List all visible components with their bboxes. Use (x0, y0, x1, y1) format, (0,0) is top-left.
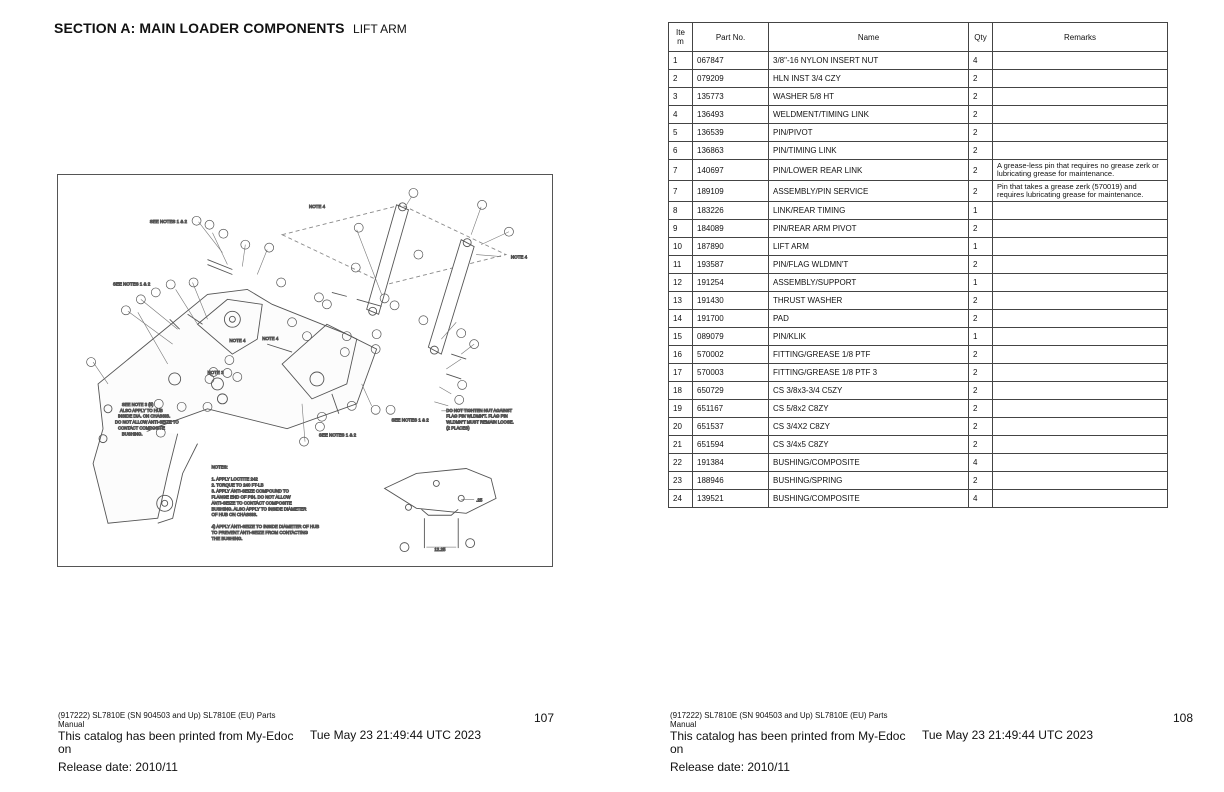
label-see-notes-a: SEE NOTES 1 & 2 (149, 218, 188, 224)
table-row (669, 454, 1168, 472)
table-row (669, 181, 1168, 202)
cell-remarks (993, 106, 1168, 124)
cell-item: 8 (669, 202, 693, 220)
cell-item: 24 (669, 490, 693, 508)
cell-qty: 2 (969, 472, 993, 490)
cell-name: PIN/FLAG WLDMN'T (769, 256, 969, 274)
cell-remarks (993, 256, 1168, 274)
cell-remarks (993, 238, 1168, 256)
cell-item: 15 (669, 328, 693, 346)
header-name: Name (769, 23, 969, 52)
label-note4-d: NOTE 4 (262, 336, 279, 342)
svg-text:TO PREVENT ANTI-SEIZE FROM CON: TO PREVENT ANTI-SEIZE FROM CONTACTING (211, 530, 308, 536)
table-row (669, 70, 1168, 88)
table-row (669, 346, 1168, 364)
right-page (612, 0, 1224, 792)
cell-remarks (993, 346, 1168, 364)
section-subtitle: LIFT ARM (353, 22, 407, 36)
svg-text:OF HUB ON CHASSIS.: OF HUB ON CHASSIS. (211, 512, 258, 518)
cell-part-no: 136539 (693, 124, 769, 142)
cell-part-no: 191430 (693, 292, 769, 310)
cell-qty: 2 (969, 106, 993, 124)
cell-item: 11 (669, 256, 693, 274)
cell-remarks (993, 418, 1168, 436)
cell-part-no: 183226 (693, 202, 769, 220)
table-row (669, 400, 1168, 418)
cell-part-no: 184089 (693, 220, 769, 238)
svg-text:NOTES:: NOTES: (211, 464, 228, 470)
cell-remarks (993, 220, 1168, 238)
lift-arm-diagram (57, 174, 553, 567)
table-row (669, 124, 1168, 142)
svg-text:BUSHING.: BUSHING. (121, 431, 143, 437)
footer-page-number: 108 (1173, 711, 1194, 725)
label-see-notes-c: SEE NOTES 1 & 2 (391, 417, 429, 423)
footer-printed-date: Tue May 23 21:49:44 UTC 2023 (310, 728, 481, 742)
cell-name: ASSEMBLY/SUPPORT (769, 274, 969, 292)
cell-remarks (993, 454, 1168, 472)
cell-part-no: 191384 (693, 454, 769, 472)
cell-qty: 2 (969, 418, 993, 436)
footer-catalog-id: (917222) SL7810E (SN 904503 and Up) SL7810E (EU) Parts Manual (670, 711, 888, 729)
cell-remarks (993, 52, 1168, 70)
cell-name: PAD (769, 310, 969, 328)
cell-item: 22 (669, 454, 693, 472)
cell-qty: 2 (969, 256, 993, 274)
cell-remarks (993, 202, 1168, 220)
cell-part-no: 140697 (693, 160, 769, 181)
cell-remarks: A grease-less pin that requires no grease zerk or lubricating grease for maintenance. (993, 160, 1168, 181)
cell-qty: 4 (969, 454, 993, 472)
parts-table (668, 22, 1168, 508)
cell-part-no: 651167 (693, 400, 769, 418)
cell-qty: 2 (969, 160, 993, 181)
svg-text:BUSHING. ALSO APPLY TO INSIDE: BUSHING. ALSO APPLY TO INSIDE DIAMETER (211, 506, 307, 512)
cell-name: CS 3/8x3-3/4 C5ZY (769, 382, 969, 400)
cell-qty: 2 (969, 346, 993, 364)
cell-item: 21 (669, 436, 693, 454)
table-row (669, 202, 1168, 220)
table-row (669, 106, 1168, 124)
table-row (669, 364, 1168, 382)
cell-qty: 2 (969, 88, 993, 106)
cell-qty: 2 (969, 436, 993, 454)
cell-qty: 2 (969, 382, 993, 400)
cell-part-no: 193587 (693, 256, 769, 274)
svg-text:ANTI-SEIZE TO CONTACT COMPOSIT: ANTI-SEIZE TO CONTACT COMPOSITE (211, 500, 292, 506)
cell-qty: 2 (969, 124, 993, 142)
svg-text:DO NOT TIGHTEN NUT AGAINST: DO NOT TIGHTEN NUT AGAINST (446, 407, 513, 413)
cell-item: 5 (669, 124, 693, 142)
label-note3: NOTE 3 (207, 369, 224, 375)
footer-printed-from: This catalog has been printed from My-Edoc on (670, 729, 906, 756)
table-row (669, 220, 1168, 238)
cell-remarks (993, 328, 1168, 346)
cell-name: PIN/REAR ARM PIVOT (769, 220, 969, 238)
header-item: Ite m (669, 23, 693, 52)
cell-part-no: 191700 (693, 310, 769, 328)
cell-item: 6 (669, 142, 693, 160)
cell-item: 20 (669, 418, 693, 436)
cell-qty: 1 (969, 238, 993, 256)
cell-qty: 2 (969, 400, 993, 418)
cell-item: 14 (669, 310, 693, 328)
cell-part-no: 570002 (693, 346, 769, 364)
label-note4-a: NOTE 4 (308, 203, 326, 209)
section-title-main: SECTION A: MAIN LOADER COMPONENTS (54, 20, 345, 36)
cell-qty: 2 (969, 310, 993, 328)
cell-remarks (993, 490, 1168, 508)
cell-remarks (993, 364, 1168, 382)
cell-name: PIN/KLIK (769, 328, 969, 346)
cell-name: ASSEMBLY/PIN SERVICE (769, 181, 969, 202)
cell-qty: 2 (969, 364, 993, 382)
cell-qty: 4 (969, 52, 993, 70)
cell-item: 19 (669, 400, 693, 418)
cell-part-no: 650729 (693, 382, 769, 400)
svg-text:3. APPLY ANTI-SEIZE COMPOUND T: 3. APPLY ANTI-SEIZE COMPOUND TO (211, 488, 289, 494)
cell-remarks (993, 436, 1168, 454)
svg-text:DO NOT ALLOW ANTI-SEIZE TO: DO NOT ALLOW ANTI-SEIZE TO (114, 419, 179, 425)
cell-part-no: 136493 (693, 106, 769, 124)
diagram-notes (211, 464, 319, 541)
label-note4-b: NOTE 4 (510, 254, 528, 260)
table-row (669, 52, 1168, 70)
cell-part-no: 570003 (693, 364, 769, 382)
cell-part-no: 135773 (693, 88, 769, 106)
table-row (669, 490, 1168, 508)
cell-item: 16 (669, 346, 693, 364)
svg-text:SEE NOTE 3 (5): SEE NOTE 3 (5) (121, 401, 154, 407)
cell-remarks (993, 142, 1168, 160)
table-row (669, 472, 1168, 490)
cell-name: LIFT ARM (769, 238, 969, 256)
svg-text:INSIDE DIA. ON CHASSIS.: INSIDE DIA. ON CHASSIS. (117, 413, 171, 419)
cell-item: 12 (669, 274, 693, 292)
cell-item: 7 (669, 160, 693, 181)
footer-catalog-id: (917222) SL7810E (SN 904503 and Up) SL7810E (EU) Parts Manual (58, 711, 276, 729)
cell-name: LINK/REAR TIMING (769, 202, 969, 220)
svg-text:FLAG PIN WLDMN'T. FLAG PIN: FLAG PIN WLDMN'T. FLAG PIN (446, 413, 508, 419)
table-row (669, 436, 1168, 454)
svg-text:CONTACT COMPOSITE: CONTACT COMPOSITE (117, 425, 165, 431)
parts-table-body (669, 52, 1168, 508)
cell-item: 1 (669, 52, 693, 70)
table-row (669, 292, 1168, 310)
nut-note-callout (446, 408, 514, 431)
footer-release-date: Release date: 2010/11 (58, 760, 178, 774)
cell-remarks (993, 472, 1168, 490)
cell-remarks (993, 124, 1168, 142)
cell-item: 4 (669, 106, 693, 124)
parts-table-header (669, 23, 1168, 52)
cell-remarks (993, 400, 1168, 418)
cell-remarks (993, 382, 1168, 400)
label-see-notes-b: SEE NOTES 1 & 2 (112, 281, 151, 287)
svg-text:(2 PLACES): (2 PLACES) (446, 425, 470, 431)
cell-name: PIN/LOWER REAR LINK (769, 160, 969, 181)
svg-text:2. TORQUE TO 240 FT-LB: 2. TORQUE TO 240 FT-LB (211, 482, 264, 488)
svg-text:ALSO APPLY TO HUB: ALSO APPLY TO HUB (119, 407, 163, 413)
svg-text:4) APPLY ANTI-SEIZE TO INSIDE: 4) APPLY ANTI-SEIZE TO INSIDE DIAMETER OF HUB (211, 524, 320, 530)
section-title (54, 20, 407, 38)
header-qty: Qty (969, 23, 993, 52)
cell-item: 7 (669, 181, 693, 202)
cell-qty: 4 (969, 490, 993, 508)
cell-part-no: 188946 (693, 472, 769, 490)
cell-item: 18 (669, 382, 693, 400)
cell-name: BUSHING/COMPOSITE (769, 454, 969, 472)
cell-name: CS 5/8x2 C8ZY (769, 400, 969, 418)
cell-remarks (993, 70, 1168, 88)
dim-25-label: .25 (476, 497, 483, 503)
cell-item: 2 (669, 70, 693, 88)
cell-name: 3/8"-16 NYLON INSERT NUT (769, 52, 969, 70)
cell-name: FITTING/GREASE 1/8 PTF (769, 346, 969, 364)
svg-text:THE BUSHING.: THE BUSHING. (211, 536, 243, 542)
cell-qty: 1 (969, 202, 993, 220)
cell-part-no: 089079 (693, 328, 769, 346)
label-note4-c: NOTE 4 (229, 338, 246, 344)
table-row (669, 310, 1168, 328)
cell-name: FITTING/GREASE 1/8 PTF 3 (769, 364, 969, 382)
cell-qty: 2 (969, 181, 993, 202)
svg-text:WLDMN'T MUST REMAIN LOOSE.: WLDMN'T MUST REMAIN LOOSE. (446, 419, 514, 425)
pad-detail-view (385, 468, 496, 552)
cell-name: WASHER 5/8 HT (769, 88, 969, 106)
cell-name: CS 3/4X2 C8ZY (769, 418, 969, 436)
cell-item: 9 (669, 220, 693, 238)
cell-name: CS 3/4x5 C8ZY (769, 436, 969, 454)
table-row (669, 160, 1168, 181)
footer-release-date: Release date: 2010/11 (670, 760, 790, 774)
cell-item: 3 (669, 88, 693, 106)
cell-part-no: 187890 (693, 238, 769, 256)
cell-name: HLN INST 3/4 CZY (769, 70, 969, 88)
footer-printed-from: This catalog has been printed from My-Edoc on (58, 729, 294, 756)
label-see-notes-d: SEE NOTES 1 & 2 (318, 432, 357, 438)
table-row (669, 418, 1168, 436)
cell-name: WELDMENT/TIMING LINK (769, 106, 969, 124)
cell-part-no: 139521 (693, 490, 769, 508)
cell-name: PIN/TIMING LINK (769, 142, 969, 160)
cell-part-no: 651537 (693, 418, 769, 436)
cell-part-no: 067847 (693, 52, 769, 70)
cell-qty: 2 (969, 70, 993, 88)
cell-qty: 2 (969, 220, 993, 238)
cell-part-no: 079209 (693, 70, 769, 88)
table-row (669, 256, 1168, 274)
cell-part-no: 651594 (693, 436, 769, 454)
table-row (669, 274, 1168, 292)
cell-item: 10 (669, 238, 693, 256)
cell-remarks (993, 292, 1168, 310)
cell-qty: 1 (969, 274, 993, 292)
cell-remarks (993, 310, 1168, 328)
footer-printed-date: Tue May 23 21:49:44 UTC 2023 (922, 728, 1093, 742)
cell-item: 17 (669, 364, 693, 382)
cell-item: 13 (669, 292, 693, 310)
cell-remarks (993, 88, 1168, 106)
cell-qty: 1 (969, 328, 993, 346)
cell-part-no: 136863 (693, 142, 769, 160)
table-row (669, 382, 1168, 400)
table-row (669, 238, 1168, 256)
cell-remarks (993, 274, 1168, 292)
dim-1225-label: 12.25 (434, 547, 446, 553)
table-row (669, 328, 1168, 346)
svg-text:1. APPLY LOCTITE 242: 1. APPLY LOCTITE 242 (211, 476, 258, 482)
cell-part-no: 191254 (693, 274, 769, 292)
cell-qty: 2 (969, 142, 993, 160)
cell-name: PIN/PIVOT (769, 124, 969, 142)
cell-item: 23 (669, 472, 693, 490)
svg-text:FLANGE END OF PIN. DO NOT ALL: FLANGE END OF PIN. DO NOT ALLOW (211, 494, 291, 500)
header-part-no: Part No. (693, 23, 769, 52)
table-row (669, 142, 1168, 160)
table-row (669, 88, 1168, 106)
cell-name: BUSHING/SPRING (769, 472, 969, 490)
cell-remarks: Pin that takes a grease zerk (570019) and requires lubricating grease for maintenance. (993, 181, 1168, 202)
cell-part-no: 189109 (693, 181, 769, 202)
header-remarks: Remarks (993, 23, 1168, 52)
cell-qty: 2 (969, 292, 993, 310)
cell-name: BUSHING/COMPOSITE (769, 490, 969, 508)
footer-page-number: 107 (534, 711, 555, 725)
cell-name: THRUST WASHER (769, 292, 969, 310)
